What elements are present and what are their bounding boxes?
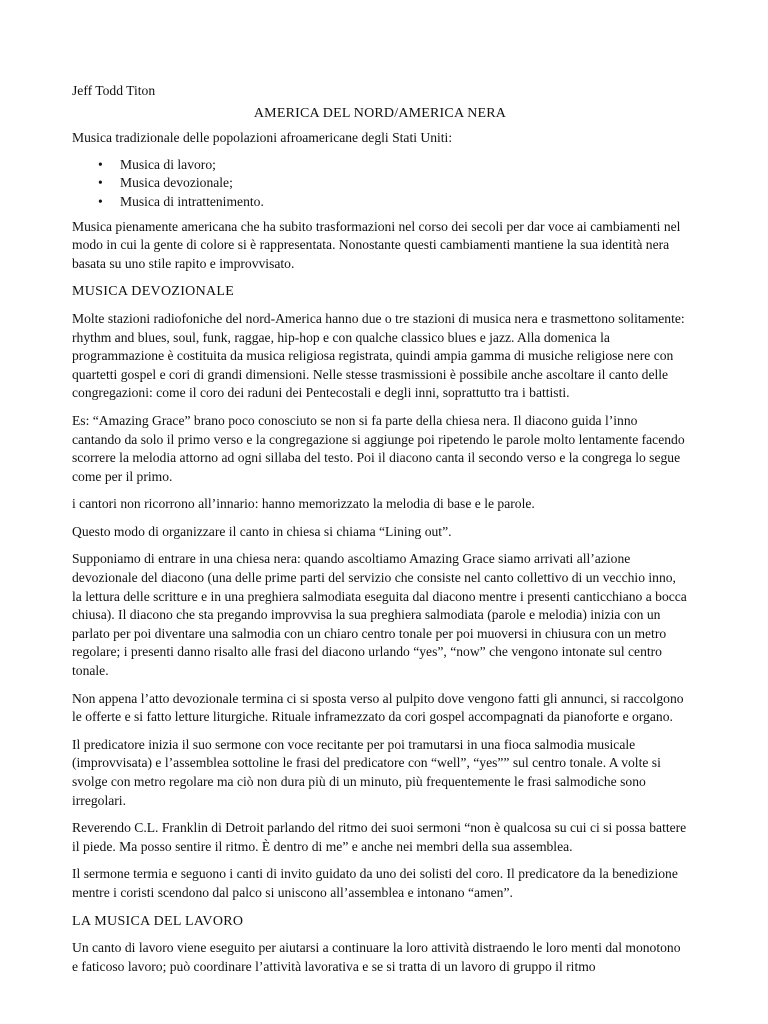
bullet-icon: • (98, 175, 103, 191)
document-page (72, 82, 688, 985)
body-paragraph: Es: “Amazing Grace” brano poco conosciuto se non si fa parte della chiesa nera. Il diacono guida l’inno cantando da solo il primo verso e la congregazione si aggiunge poi ripetendo le parole molto lentamente facendo scorrere la melodia attorno ad ogni sillaba del testo. Poi il diacono canta il secondo verso e la congrega lo segue come per il primo. (72, 412, 685, 484)
list-item-text: Musica di lavoro; (120, 156, 216, 172)
document-title: AMERICA DEL NORD/AMERICA NERA (253, 105, 507, 121)
list-item-text: Musica devozionale; (120, 175, 233, 191)
list-item (72, 174, 688, 193)
body-paragraph: Non appena l’atto devozionale termina ci si sposta verso al pulpito dove vengono fatti gli annunci, si raccolgono le offerte e si fatto letture liturgiche. Rituale inframezzato da cori gospel accompagnati da pianoforte e organo. (72, 690, 684, 725)
body-paragraph: i cantori non ricorrono all’innario: hanno memorizzato la melodia di base e le parole. (72, 496, 535, 512)
genre-list (72, 156, 688, 212)
author-name: Jeff Todd Titon (72, 83, 156, 98)
section-heading-devozionale: MUSICA DEVOZIONALE (72, 284, 235, 300)
intro-paragraph: Musica tradizionale delle popolazioni afroamericane degli Stati Uniti: (72, 130, 453, 146)
body-paragraph: Reverendo C.L. Franklin di Detroit parlando del ritmo dei suoi sermoni “non è qualcosa su cui ci si possa battere il piede. Ma posso sentire il ritmo. È dentro di me” e anche nei membri della sua assemblea. (72, 820, 687, 854)
section-heading-lavoro: LA MUSICA DEL LAVORO (72, 913, 244, 929)
overview-paragraph: Musica pienamente americana che ha subito trasformazioni nel corso dei secoli per dar voce ai cambiamenti nel modo in cui la gente di colore si è rappresentata. Nonostante questi cambiamenti mantiene la sua identità nera basata su uno stile rapito e improvvisato. (72, 218, 681, 271)
body-paragraph: Il sermone termia e seguono i canti di invito guidato da uno dei solisti del coro. Il predicatore da la benedizione mentre i coristi scendono dal palco si uniscono all’assemblea e intonano “amen”. (72, 866, 678, 900)
bullet-icon: • (98, 193, 103, 209)
body-paragraph: Il predicatore inizia il suo sermone con voce recitante per poi tramutarsi in una fioca salmodia musicale (improvvisata) e l’assemblea sottoline le frasi del predicatore con “well”, “yes”” sul centro tonale. A volte si svolge con metro regolare ma ciò non dura più di un minuto, più frequentemente le frasi salmodiche sono irregolari. (72, 736, 661, 808)
body-paragraph: Molte stazioni radiofoniche del nord-America hanno due o tre stazioni di musica nera e trasmettono solitamente: rhythm and blues, soul, funk, raggae, hip-hop e con qualche classico blues e jazz. Alla domenica la programmazione è costituita da musica religiosa registrata, quindi ampia gamma di musiche religiose nere con quartetti gospel e cori di grandi dimensioni. Nelle stesse trasmissioni è possibile anche ascoltare il canto delle congregazioni: come il coro dei raduni dei Pentecostali e degli inni, soprattutto tra i battisti. (72, 310, 685, 401)
list-item (72, 156, 688, 175)
list-item-text: Musica di intrattenimento. (120, 193, 264, 209)
list-item (72, 193, 688, 212)
body-paragraph: Supponiamo di entrare in una chiesa nera: quando ascoltiamo Amazing Grace siamo arrivati all’azione devozionale del diacono (una delle prime parti del servizio che consiste nel canto collettivo di un vecchio inno, la lettura delle scritture e in una preghiera salmodiata eseguita dal diacono mentre i presenti canticchiano a bocca chiusa). Il diacono che sta pregando improvvisa la sua preghiera salmodiata (parole e melodia) inizia con un parlato per poi diventare una salmodia con un chiaro centro tonale per poi muoversi in chiusura con un metro regolare; i presenti danno risalto alle frasi del diacono urlando “yes”, “now” che vengono intonate sul centro tonale. (72, 551, 687, 679)
body-paragraph: Questo modo di organizzare il canto in chiesa si chiama “Lining out”. (72, 523, 452, 539)
body-paragraph: Un canto di lavoro viene eseguito per aiutarsi a continuare la loro attività distraendo le loro menti dal monotono e faticoso lavoro; può coordinare l’attività lavorativa e se si tratta di un lavoro di gruppo il ritmo (72, 940, 681, 974)
bullet-icon: • (98, 156, 103, 172)
